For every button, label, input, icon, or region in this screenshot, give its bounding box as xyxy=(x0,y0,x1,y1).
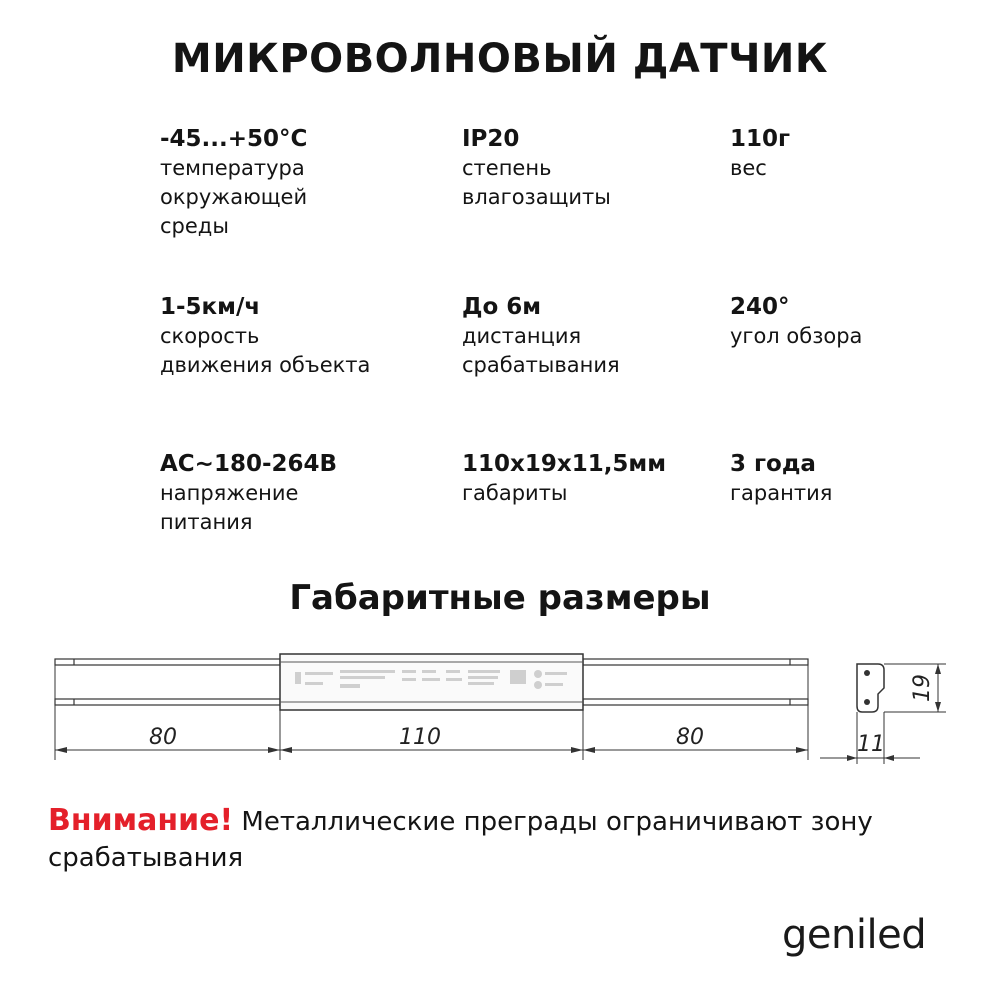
spec-desc: температура окружающей среды xyxy=(160,156,308,238)
dim-label-height: 19 xyxy=(910,674,935,702)
spec-value: AC~180-264В xyxy=(160,451,338,477)
spec-dimensions xyxy=(462,449,762,508)
side-view xyxy=(820,664,946,764)
sensor-body xyxy=(280,654,583,710)
spec-desc: угол обзора xyxy=(730,324,863,348)
spec-value: IP20 xyxy=(462,126,520,152)
spec-warranty xyxy=(730,449,970,508)
spec-desc: степень влагозащиты xyxy=(462,156,611,209)
spec-speed xyxy=(160,292,460,380)
wire-right-top xyxy=(583,659,808,665)
section-title: Габаритные размеры xyxy=(289,578,711,618)
spec-voltage xyxy=(160,449,460,537)
warning-word: Внимание! xyxy=(48,803,234,838)
spec-value: 110г xyxy=(730,126,791,152)
wire-right-bottom xyxy=(583,699,808,705)
spec-value: -45...+50°C xyxy=(160,126,308,152)
dim-label-body: 110 xyxy=(399,725,441,750)
spec-desc: вес xyxy=(730,156,767,180)
spec-temperature xyxy=(160,124,460,241)
spec-value: 110x19x11,5мм xyxy=(462,451,667,477)
warning-text: Металлические преграды ограничивают зону срабатывания xyxy=(48,807,873,873)
dim-label-right: 80 xyxy=(676,725,704,750)
spec-desc: напряжение питания xyxy=(160,481,299,534)
brand-logo: geniled xyxy=(782,912,927,958)
dim-label-width: 11 xyxy=(857,732,885,757)
page-title: МИКРОВОЛНОВЫЙ ДАТЧИК xyxy=(171,36,829,82)
spec-value: До 6м xyxy=(462,294,542,320)
spec-desc: дистанция срабатывания xyxy=(462,324,620,377)
warning-note xyxy=(48,803,948,876)
spec-weight xyxy=(730,124,970,183)
spec-angle xyxy=(730,292,970,351)
spec-desc: габариты xyxy=(462,481,568,505)
spec-value: 1-5км/ч xyxy=(160,294,261,320)
dim-label-left: 80 xyxy=(149,725,177,750)
spec-desc: гарантия xyxy=(730,481,833,505)
wire-left-top xyxy=(55,659,280,665)
spec-value: 3 года xyxy=(730,451,816,477)
wire-left-bottom xyxy=(55,699,280,705)
dimension-drawing xyxy=(0,640,1000,780)
spec-value: 240° xyxy=(730,294,790,320)
spec-distance xyxy=(462,292,762,380)
spec-protection xyxy=(462,124,762,212)
spec-desc: скорость движения объекта xyxy=(160,324,371,377)
